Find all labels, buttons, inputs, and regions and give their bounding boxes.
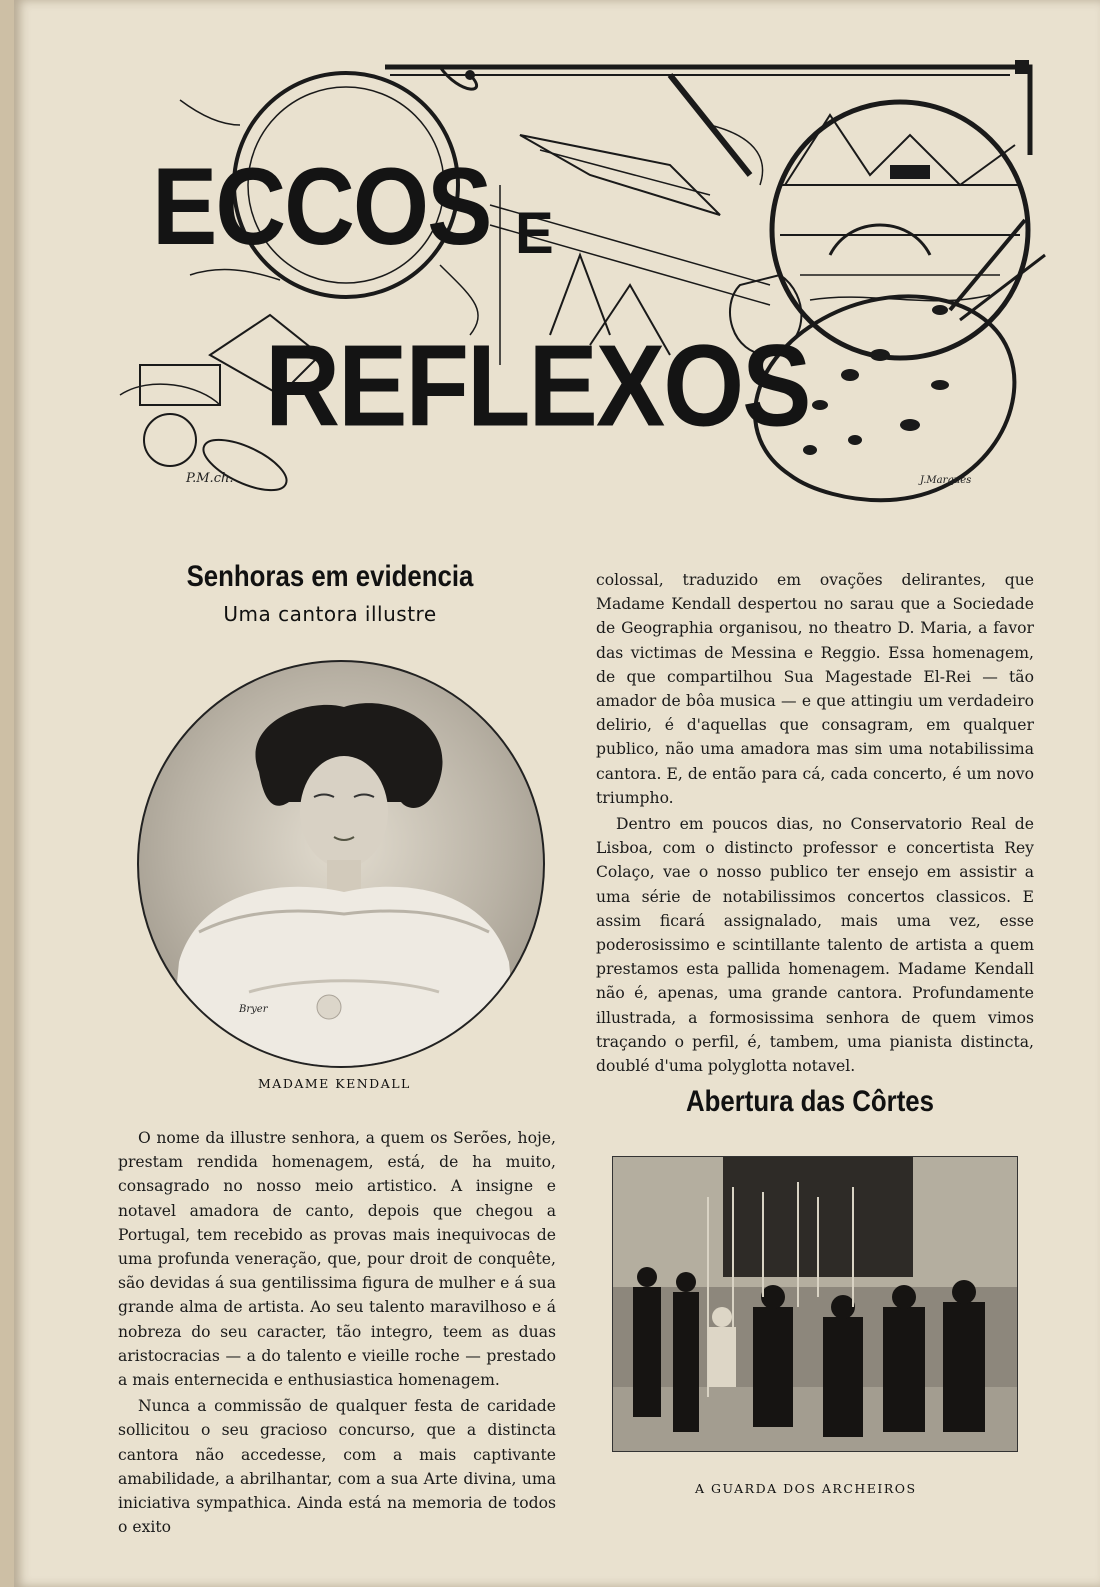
article-title: Senhoras em evidencia [186,560,474,593]
photographer-signature: Bryer [239,1004,268,1015]
article-body-left [118,1126,556,1539]
archeiros-caption: A GUARDA DOS ARCHEIROS [695,1481,917,1496]
masthead [110,55,1050,505]
article-heading [100,560,560,626]
portrait-photo [137,660,545,1068]
paragraph: O nome da illustre senhora, a quem os Serões, hoje, prestam rendida homenagem, está, de ha muito, consagrado no nosso meio artistico. A insigne e notavel amadora de canto, depois que chegou a Portugal, tem recebido as provas mais inequivocas de uma profunda veneração, que, pour droit de conquête, são devidas á sua gentilissima figura de mulher e á sua grande alma de artista. Ao seu talento maravilhoso e á nobreza do seu caracter, tão integro, teem as duas aristocracias — a do talento e vieille roche — prestado a mais enternecida e enthusiastica homenagem. [118,1129,556,1390]
archeiros-photo [612,1156,1018,1452]
page-spine [0,0,15,1587]
paragraph: Nunca a commissão de qualquer festa de caridade sollicitou o seu gracioso concurso, que a distincta cantora não accedesse, com a mais captivante amabilidade, a abrilhantar, com a sua Arte divina, uma iniciativa sympathica. Ainda está na memoria de todos o exito [118,1397,556,1537]
portrait-figure [139,662,543,1066]
masthead-word-reflexos: REFLEXOS [265,321,810,452]
masthead-word-e: E [515,201,556,266]
archeiros-scene [613,1157,1017,1451]
article-subtitle: Uma cantora illustre [223,602,437,626]
portrait-caption: MADAME KENDALL [258,1076,411,1091]
illustrator-signature-left: P.M.ch. [186,471,234,486]
article2-title: Abertura das Côrtes [685,1085,935,1118]
paragraph: colossal, traduzido em ovações delirantes, que Madame Kendall despertou no sarau que a Sociedade de Geographia organisou, no theatro D. Maria, a favor das victimas de Messina e Reggio. Essa homenagem, de que compartilhou Sua Magestade El-Rei — tão amador de bôa musica — e que attingiu um verdadeiro delirio, é d'aquellas que consagram, em qualquer publico, não uma amadora mas sim uma notabilissima cantora. E, de então para cá, cada concerto, é um novo triumpho. [596,571,1034,807]
illustrator-signature-right: J.Marques [920,475,972,486]
paragraph: Dentro em poucos dias, no Conservatorio Real de Lisboa, com o distincto professor e concertista Rey Colaço, vae o nosso publico ter ensejo em assistir a uma série de notabilissimos concertos classicos. E assim ficará assignalado, mais uma vez, esse poderosissimo e scintillante talento de artista a quem prestamos esta pallida homenagem. Madame Kendall não é, apenas, uma grande cantora. Profundamente illustrada, a formosissima senhora de quem vimos traçando o perfil, é, tambem, uma pianista distincta, doublé d'uma polyglotta notavel. [596,815,1034,1076]
masthead-word-eccos: ECCOS [152,144,491,268]
article-body-right [596,568,1034,1078]
